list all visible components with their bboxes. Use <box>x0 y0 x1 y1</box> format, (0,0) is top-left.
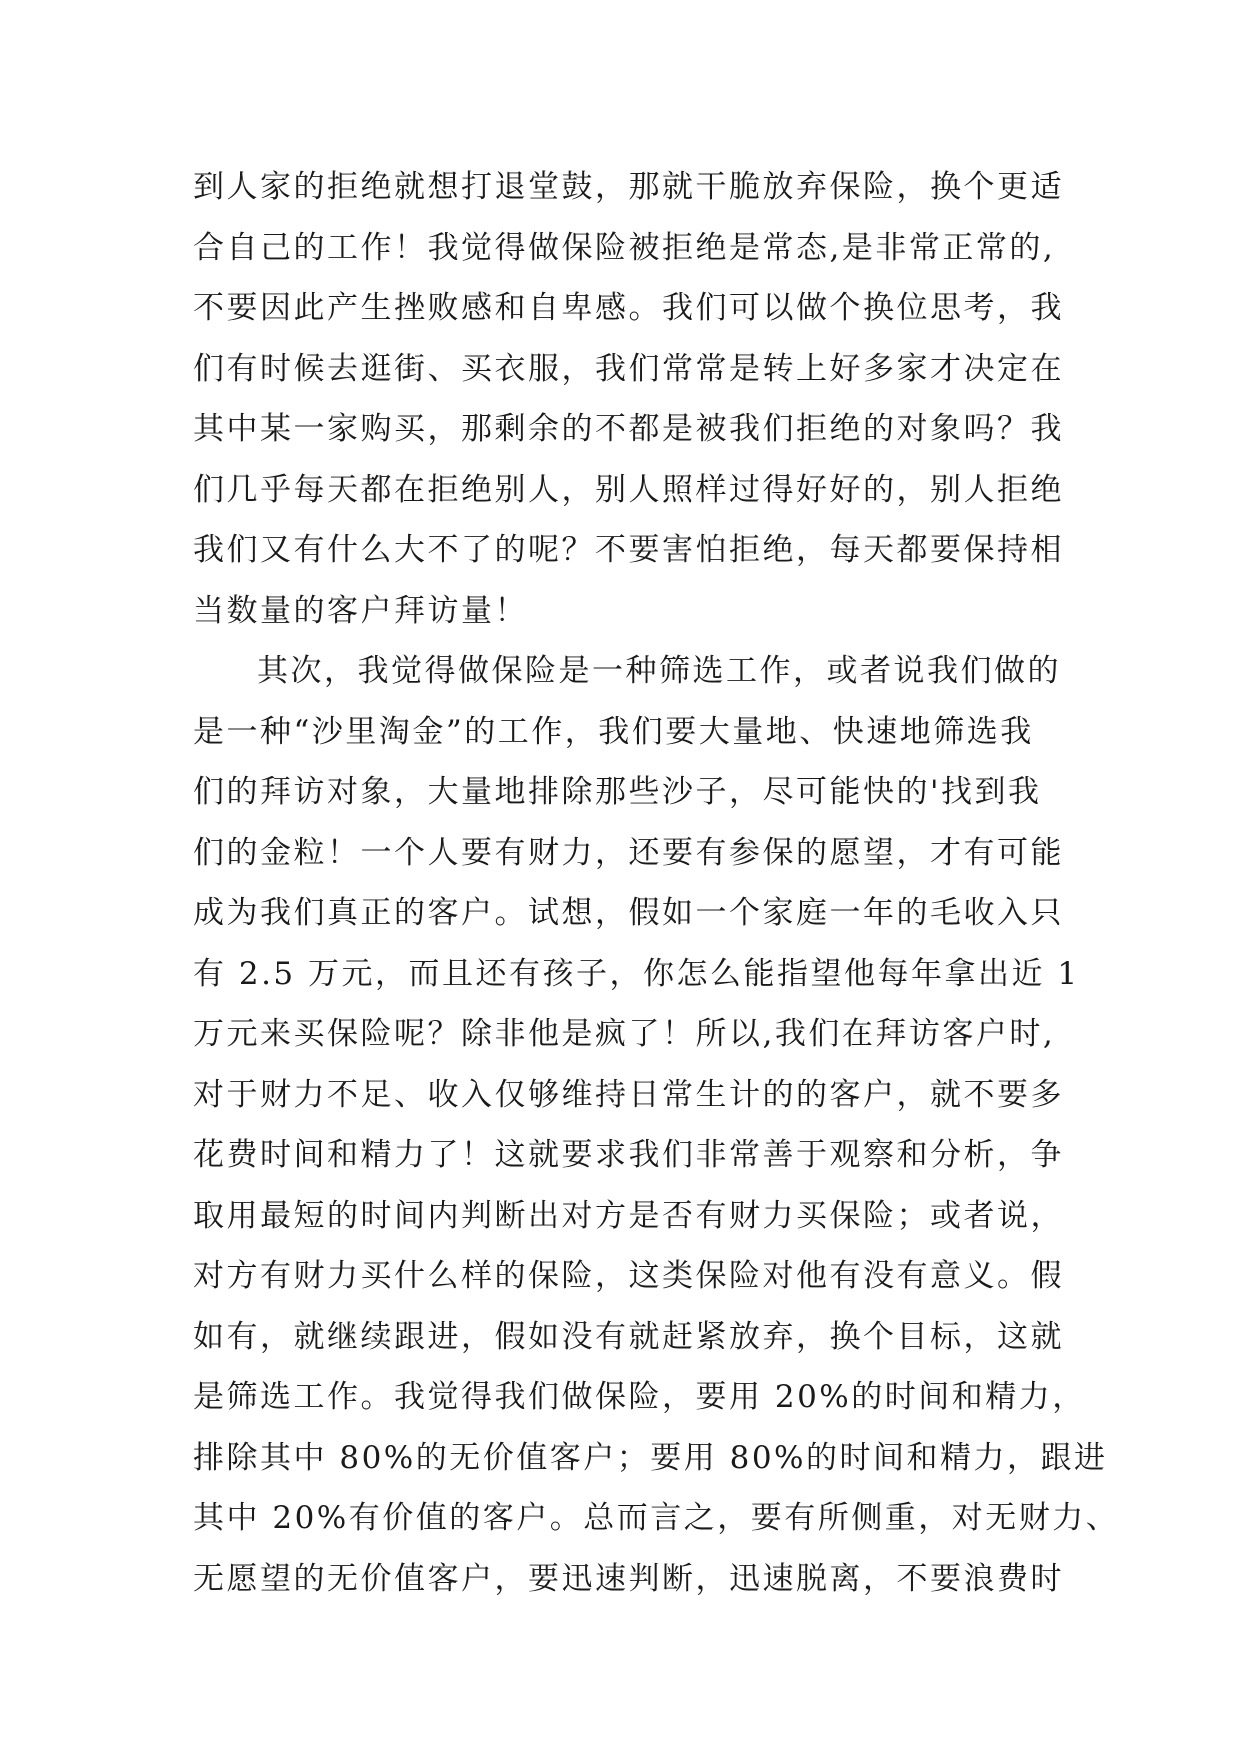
text-line: 们的金粒！一个人要有财力，还要有参保的愿望，才有可能 <box>193 834 1064 871</box>
text-line: 们有时候去逛街、买衣服，我们常常是转上好多家才决定在 <box>193 350 1064 387</box>
paragraph-start-line: 其次，我觉得做保险是一种筛选工作，或者说我们做的 <box>257 653 1061 689</box>
text-line: 是一种“沙里淘金”的工作，我们要大量地、快速地筛选我 <box>193 713 1034 750</box>
text-line: 当数量的客户拜访量！ <box>193 592 528 629</box>
text-line: 对于财力不足、收入仅够维持日常生计的的客户，就不要多 <box>193 1076 1064 1113</box>
text-line: 合自己的工作！我觉得做保险被拒绝是常态,是非常正常的, <box>193 229 1056 266</box>
text-line: 成为我们真正的客户。试想，假如一个家庭一年的毛收入只 <box>193 895 1064 931</box>
text-line: 万元来买保险呢？除非他是疯了！所以,我们在拜访客户时, <box>193 1016 1056 1052</box>
text-line: 对方有财力买什么样的保险，这类保险对他有没有意义。假 <box>193 1258 1064 1294</box>
text-line: 花费时间和精力了！这就要求我们非常善于观察和分析，争 <box>193 1137 1064 1173</box>
body-text <box>193 157 1120 1609</box>
text-line: 不要因此产生挫败感和自卑感。我们可以做个换位思考，我 <box>193 290 1064 326</box>
text-line: 其中某一家购买，那剩余的不都是被我们拒绝的对象吗？我 <box>193 411 1064 447</box>
text-line: 到人家的拒绝就想打退堂鼓，那就干脆放弃保险，换个更适 <box>193 169 1064 205</box>
text-line: 如有，就继续跟进，假如没有就赶紧放弃，换个目标，这就 <box>193 1318 1064 1355</box>
text-line: 其中 20%有价值的客户。总而言之，要有所侧重，对无财力、 <box>193 1500 1120 1536</box>
text-line: 我们又有什么大不了的呢？不要害怕拒绝，每天都要保持相 <box>193 532 1064 568</box>
text-line: 们几乎每天都在拒绝别人，别人照样过得好好的，别人拒绝 <box>193 471 1064 508</box>
text-line: 无愿望的无价值客户，要迅速判断，迅速脱离，不要浪费时 <box>193 1560 1064 1597</box>
text-line: 有 2.5 万元，而且还有孩子，你怎么能指望他每年拿出近 1 <box>193 955 1080 992</box>
text-line: 是筛选工作。我觉得我们做保险，要用 20%的时间和精力， <box>193 1379 1086 1415</box>
text-line: 取用最短的时间内判断出对方是否有财力买保险；或者说， <box>193 1197 1064 1234</box>
text-line: 们的拜访对象，大量地排除那些沙子，尽可能快的'找到我 <box>193 774 1042 810</box>
text-line: 排除其中 80%的无价值客户；要用 80%的时间和精力，跟进 <box>193 1439 1108 1476</box>
